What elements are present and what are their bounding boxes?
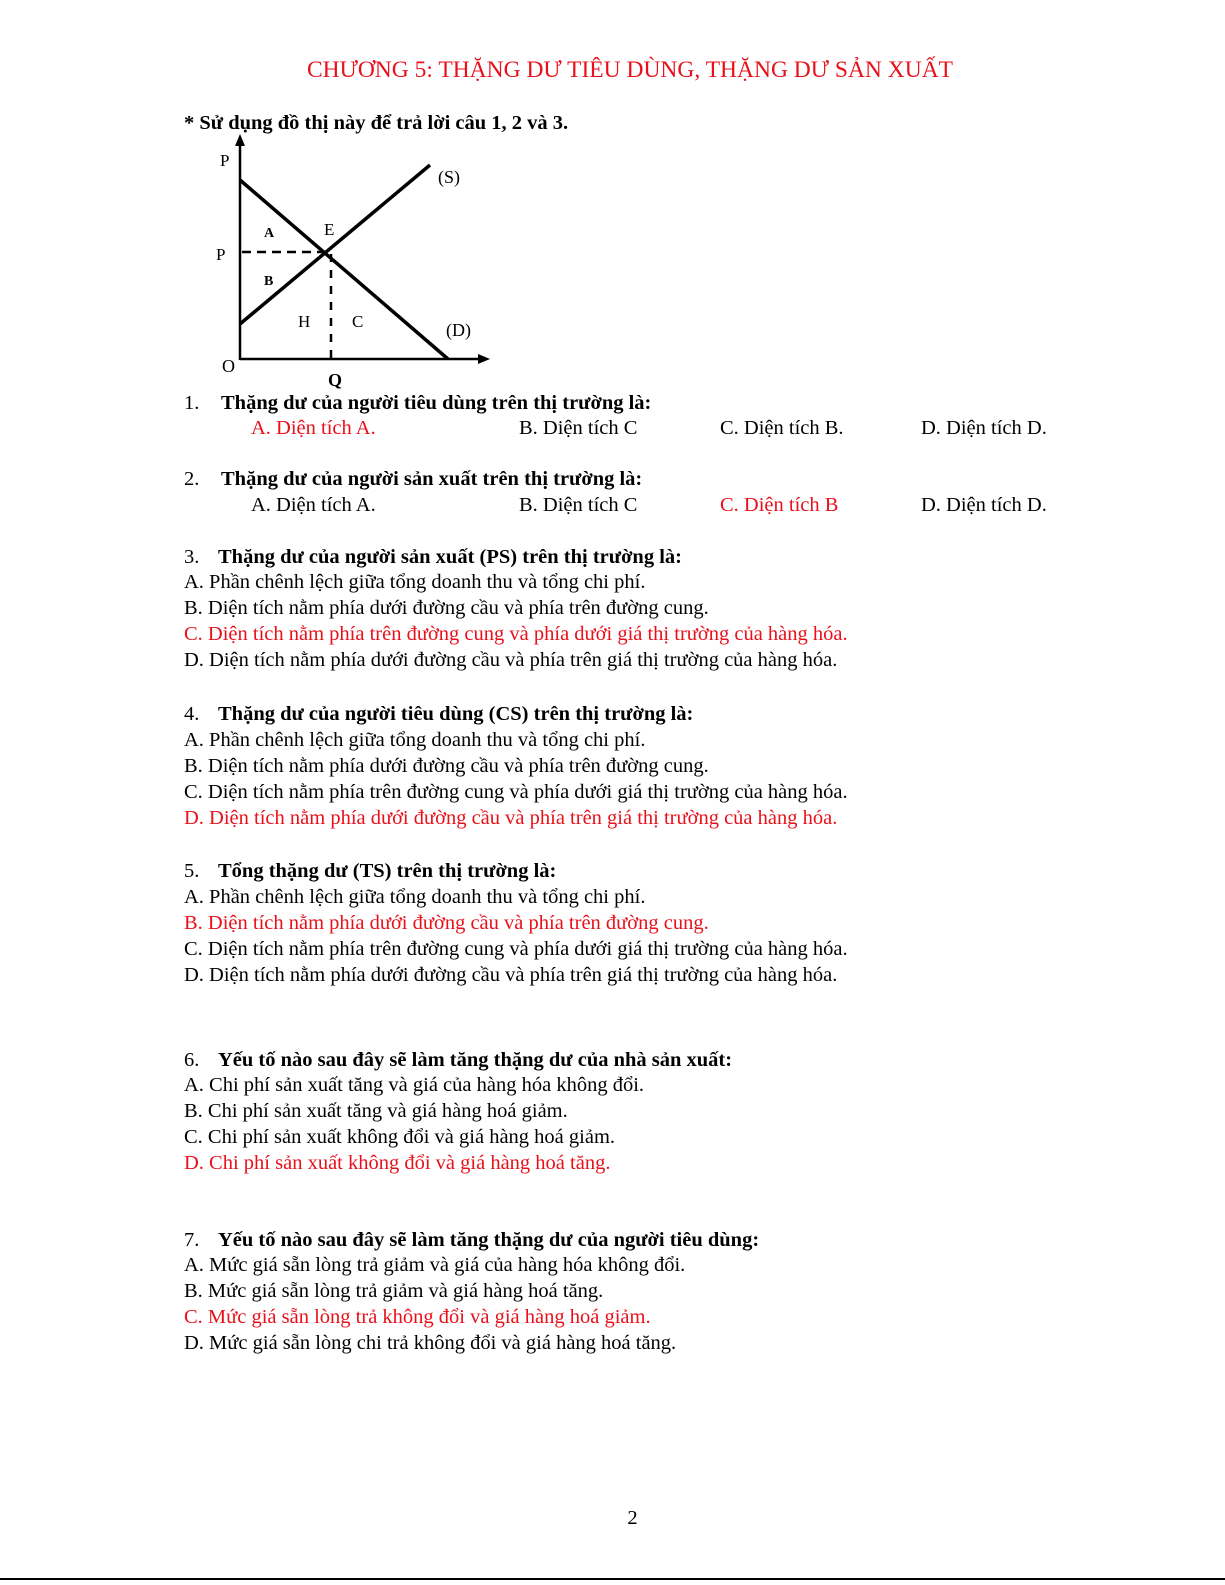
question-number: 3. [184,546,200,568]
question-text: Tổng thặng dư (TS) trên thị trường là: [218,860,557,882]
page-bottom-rule [0,1578,1225,1580]
question-2 [184,466,642,492]
q3-option-a: A. Phần chênh lệch giữa tổng doanh thu và tổng chi phí. [184,571,646,593]
q5-option-a: A. Phần chênh lệch giữa tổng doanh thu và tổng chi phí. [184,886,646,908]
q2-option-a: A. Diện tích A. [251,494,376,516]
demand-curve [240,180,448,359]
equilibrium-label: E [324,220,335,239]
price-axis-arrow [235,134,245,146]
q6-option-c: C. Chi phí sản xuất không đổi và giá hàng hoá giảm. [184,1126,616,1148]
q4-option-b: B. Diện tích nằm phía dưới đường cầu và phía trên đường cung. [184,755,709,777]
q1-option-b: B. Diện tích C [519,417,638,439]
question-6 [184,1047,732,1073]
q4-option-d: D. Diện tích nằm phía dưới đường cầu và phía trên giá thị trường của hàng hóa. [184,807,838,829]
q1-option-d: D. Diện tích D. [921,417,1047,439]
q-axis-label: Q [328,370,343,390]
q4-option-c: C. Diện tích nằm phía trên đường cung và phía dưới giá thị trường của hàng hóa. [184,781,848,803]
question-text: Thặng dư của người tiêu dùng (CS) trên thị trường là: [218,703,694,725]
question-text: Thặng dư của người sản xuất trên thị trường là: [221,468,643,490]
q3-option-d: D. Diện tích nằm phía dưới đường cầu và phía trên giá thị trường của hàng hóa. [184,649,838,671]
q7-option-b: B. Mức giá sẵn lòng trả giảm và giá hàng hoá tăng. [184,1280,604,1302]
question-number: 4. [184,703,200,725]
quantity-axis-arrow [478,354,490,364]
q5-option-b: B. Diện tích nằm phía dưới đường cầu và phía trên đường cung. [184,912,709,934]
page-title: CHƯƠNG 5: THẶNG DƯ TIÊU DÙNG, THẶNG DƯ SẢN XUẤT [306,57,954,83]
q5-option-d: D. Diện tích nằm phía dưới đường cầu và phía trên giá thị trường của hàng hóa. [184,964,838,986]
question-number: 6. [184,1049,200,1071]
q6-option-b: B. Chi phí sản xuất tăng và giá hàng hoá giảm. [184,1100,568,1122]
page-number: 2 [627,1507,638,1529]
q5-option-c: C. Diện tích nằm phía trên đường cung và phía dưới giá thị trường của hàng hóa. [184,938,848,960]
area-b-label: B [264,274,274,289]
q3-option-c: C. Diện tích nằm phía trên đường cung và phía dưới giá thị trường của hàng hóa. [184,623,848,645]
question-text: Yếu tố nào sau đây sẽ làm tăng thặng dư của nhà sản xuất: [218,1049,733,1071]
q2-option-d: D. Diện tích D. [921,494,1047,516]
question-1 [184,390,651,416]
q2-option-c: C. Diện tích B [720,494,839,516]
demand-label: (D) [446,320,471,340]
q7-option-c: C. Mức giá sẵn lòng trả không đổi và giá hàng hoá giảm. [184,1306,651,1328]
question-number: 1. [184,392,200,414]
question-number: 7. [184,1229,200,1251]
question-number: 5. [184,860,200,882]
question-5 [184,858,556,884]
area-c-label: C [352,312,364,331]
origin-label: O [222,356,235,376]
supply-curve [240,165,430,324]
q4-option-a: A. Phần chênh lệch giữa tổng doanh thu và tổng chi phí. [184,729,646,751]
question-text: Thặng dư của người tiêu dùng trên thị trường là: [221,392,652,414]
p-axis-label: P [220,151,230,170]
question-text: Yếu tố nào sau đây sẽ làm tăng thặng dư của người tiêu dùng: [218,1229,760,1251]
q7-option-a: A. Mức giá sẵn lòng trả giảm và giá của hàng hóa không đổi. [184,1254,686,1276]
p-level-label: P [216,245,226,264]
area-h-label: H [298,312,311,331]
question-7 [184,1227,759,1253]
supply-label: (S) [438,167,460,187]
q1-option-a: A. Diện tích A. [251,417,376,439]
area-a-label: A [264,226,275,241]
question-4 [184,701,693,727]
q2-option-b: B. Diện tích C [519,494,638,516]
q6-option-a: A. Chi phí sản xuất tăng và giá của hàng hóa không đổi. [184,1074,645,1096]
q1-option-c: C. Diện tích B. [720,417,844,439]
q3-option-b: B. Diện tích nằm phía dưới đường cầu và phía trên đường cung. [184,597,709,619]
question-text: Thặng dư của người sản xuất (PS) trên thị trường là: [218,546,682,568]
q7-option-d: D. Mức giá sẵn lòng chi trả không đổi và giá hàng hoá tăng. [184,1332,677,1354]
question-3 [184,544,682,570]
q6-option-d: D. Chi phí sản xuất không đổi và giá hàng hoá tăng. [184,1152,611,1174]
surplus-diagram [184,130,494,390]
question-number: 2. [184,468,200,490]
diagram-instruction: * Sử dụng đồ thị này để trả lời câu 1, 2 và 3. [184,112,569,134]
